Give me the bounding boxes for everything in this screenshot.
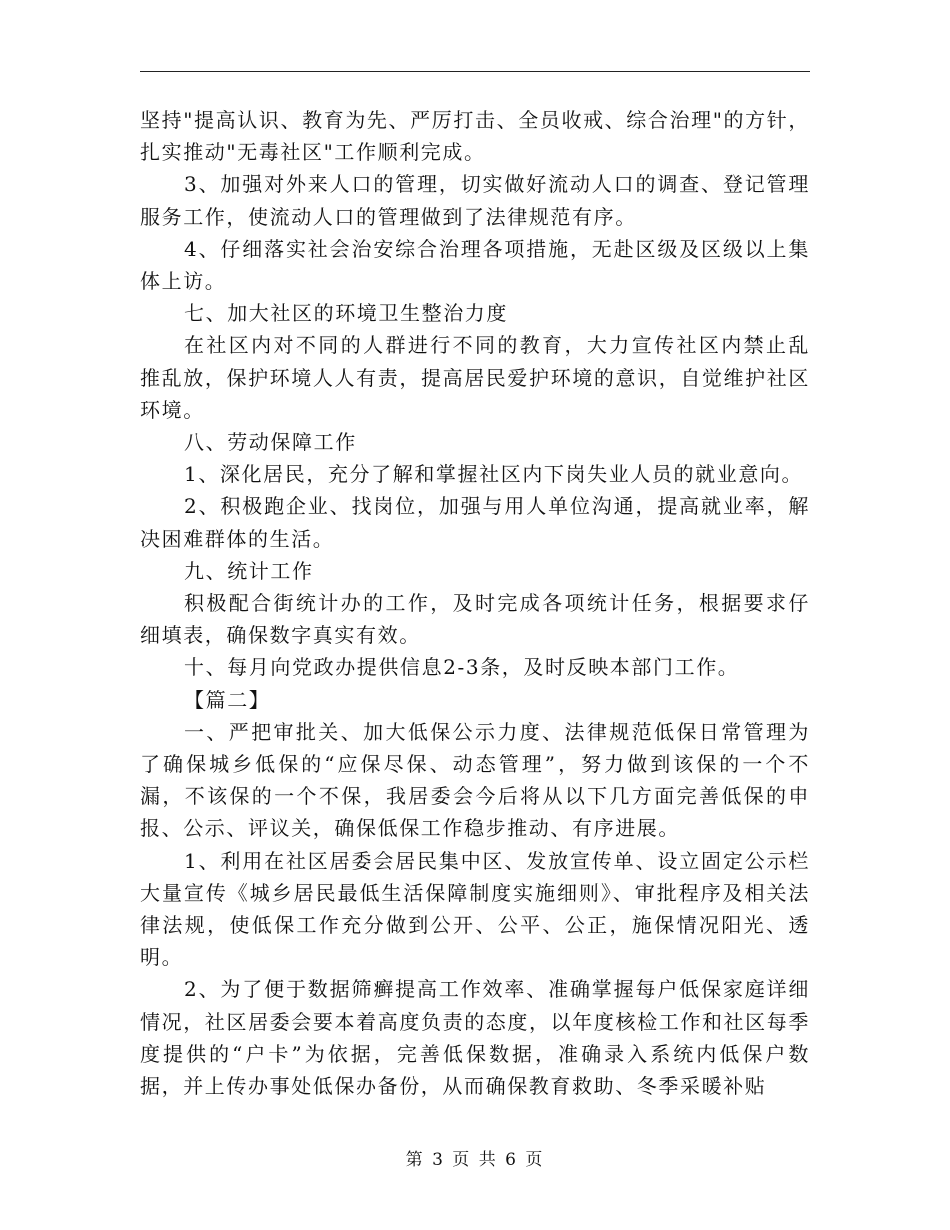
paragraph: 在社区内对不同的人群进行不同的教育，大力宣传社区内禁止乱推乱放，保护环境人人有责，提高居民爱护环境的意识，自觉维护社区环境。 xyxy=(140,333,810,422)
paragraph: 一、严把审批关、加大低保公示力度、法律规范低保日常管理为了确保城乡低保的“应保尽保、动态管理”，努力做到该保的一个不漏，不该保的一个不保，我居委会今后将从以下几方面完善低保的申报、公示、评议关，确保低保工作稳步推动、有序进展。 xyxy=(140,719,810,841)
paragraph: 2、为了便于数据筛癣提高工作效率、准确掌握每户低保家庭详细情况，社区居委会要本着高度负责的态度，以年度核检工作和社区每季度提供的“户卡”为依据，完善低保数据，准确录入系统内低保户数据，并上传办事处低保办备份，从而确保教育救助、冬季采暖补贴 xyxy=(140,977,810,1099)
paragraph: 1、深化居民，充分了解和掌握社区内下岗失业人员的就业意向。 xyxy=(184,462,804,487)
paragraph: 2、积极跑企业、找岗位，加强与用人单位沟通，提高就业率，解决困难群体的生活。 xyxy=(140,494,810,551)
paragraph: 【篇二】 xyxy=(184,687,271,712)
paragraph: 九、统计工作 xyxy=(184,558,314,583)
paragraph: 八、劳动保障工作 xyxy=(184,430,357,455)
paragraph: 积极配合街统计办的工作，及时完成各项统计任务，根据要求仔细填表，确保数字真实有效。 xyxy=(140,591,810,648)
paragraph: 七、加大社区的环境卫生整治力度 xyxy=(184,301,508,326)
paragraph: 坚持"提高认识、教育为先、严厉打击、全员收戒、综合治理"的方针，扎实推动"无毒社区"工作顺利完成。 xyxy=(140,108,810,165)
document-body xyxy=(140,104,810,1102)
paragraph: 4、仔细落实社会治安综合治理各项措施，无赴区级及区级以上集体上访。 xyxy=(140,236,810,294)
paragraph: 1、利用在社区居委会居民集中区、发放宣传单、设立固定公示栏大量宣传《城乡居民最低生活保障制度实施细则》、审批程序及相关法律法规，使低保工作充分做到公开、公平、公正，施保情况阳光、透明。 xyxy=(140,848,810,970)
page-footer: 第 3 页 共 6 页 xyxy=(405,1150,545,1170)
header-rule xyxy=(140,71,810,72)
paragraph: 3、加强对外来人口的管理，切实做好流动人口的调查、登记管理服务工作，使流动人口的管理做到了法律规范有序。 xyxy=(140,172,810,229)
paragraph: 十、每月向党政办提供信息2-3条，及时反映本部门工作。 xyxy=(184,655,740,680)
